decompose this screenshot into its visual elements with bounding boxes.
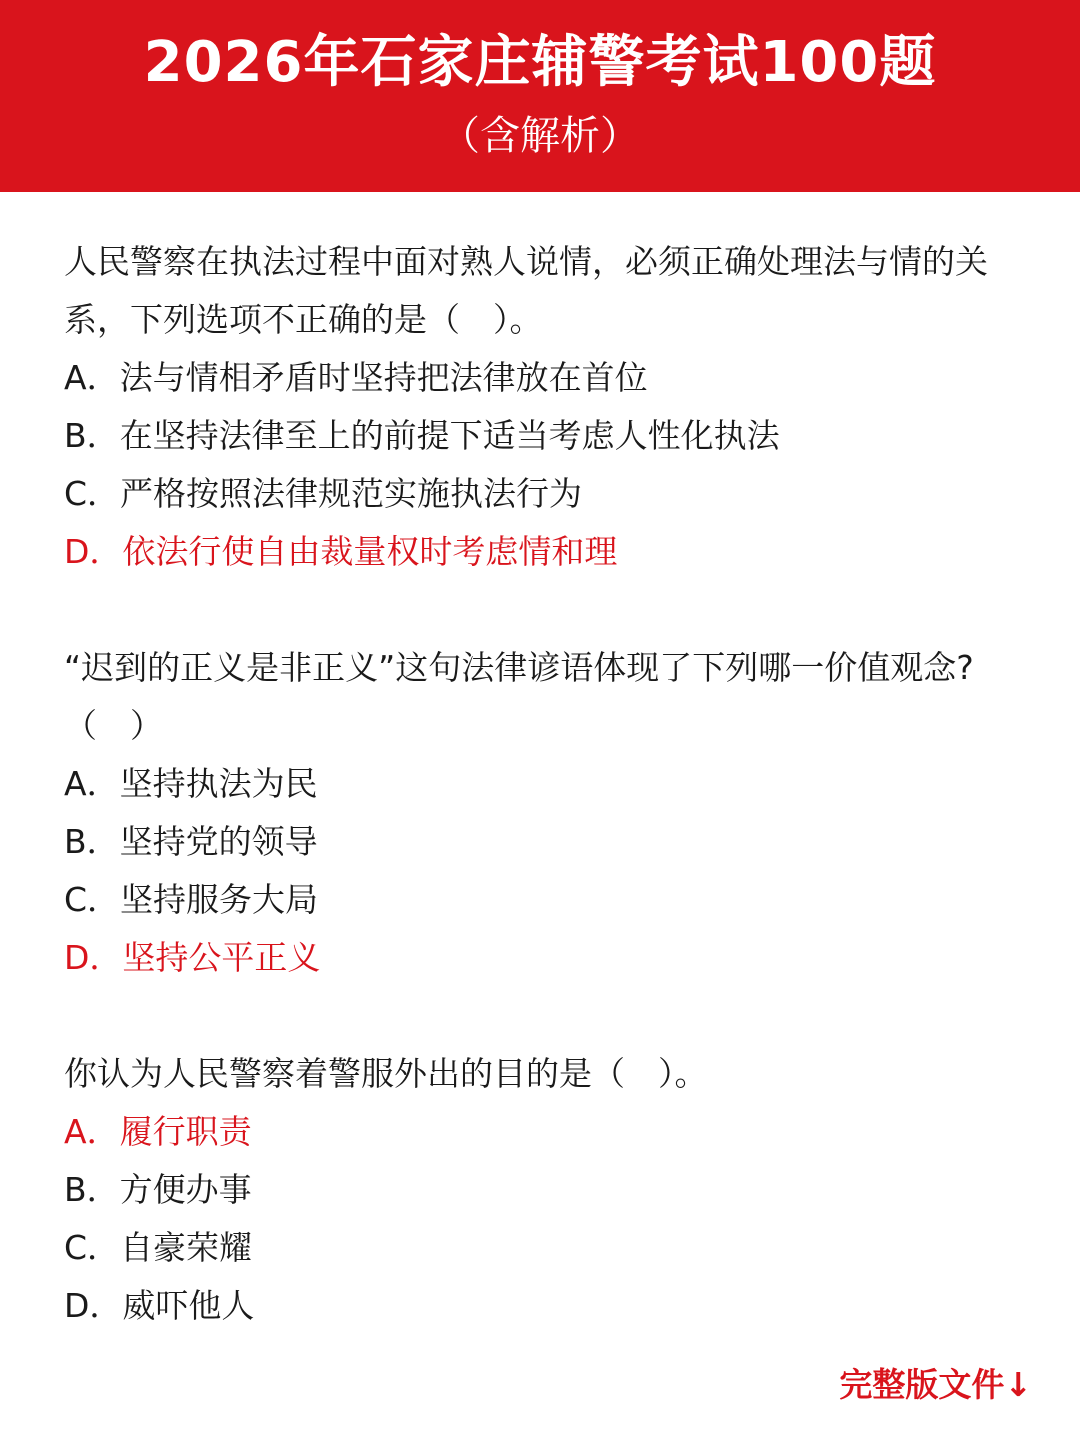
question-list [64, 233, 1034, 1393]
question-2 [64, 639, 1034, 987]
option-b: B．在坚持法律至上的前提下适当考虑人性化执法 [64, 416, 780, 455]
page-subtitle: （含解析） [440, 113, 640, 159]
option-b: B．方便办事 [64, 1170, 252, 1209]
option-a-correct: A．履行职责 [64, 1112, 252, 1151]
option-a: A．法与情相矛盾时坚持把法律放在首位 [64, 358, 648, 397]
question-1 [64, 233, 1034, 581]
full-version-link[interactable]: 完整版文件↓ [839, 1365, 1032, 1404]
option-c: C．自豪荣耀 [64, 1228, 253, 1267]
option-d: D．威吓他人 [64, 1286, 255, 1325]
option-d-correct: D．坚持公平正义 [64, 938, 321, 977]
question-3 [64, 1045, 1034, 1335]
option-a: A．坚持执法为民 [64, 764, 318, 803]
question-text: “迟到的正义是非正义”这句法律谚语体现了下列哪一价值观念?（ ） [64, 648, 974, 745]
page-title: 2026年石家庄辅警考试100题 [143, 30, 937, 95]
question-text: 人民警察在执法过程中面对熟人说情，必须正确处理法与情的关系，下列选项不正确的是（ ）。 [64, 242, 988, 339]
header-banner [0, 0, 1080, 192]
option-c: C．坚持服务大局 [64, 880, 319, 919]
option-c: C．严格按照法律规范实施执法行为 [64, 474, 583, 513]
question-text: 你认为人民警察着警服外出的目的是（ ）。 [64, 1054, 708, 1093]
option-b: B．坚持党的领导 [64, 822, 318, 861]
option-d-correct: D．依法行使自由裁量权时考虑情和理 [64, 532, 618, 571]
